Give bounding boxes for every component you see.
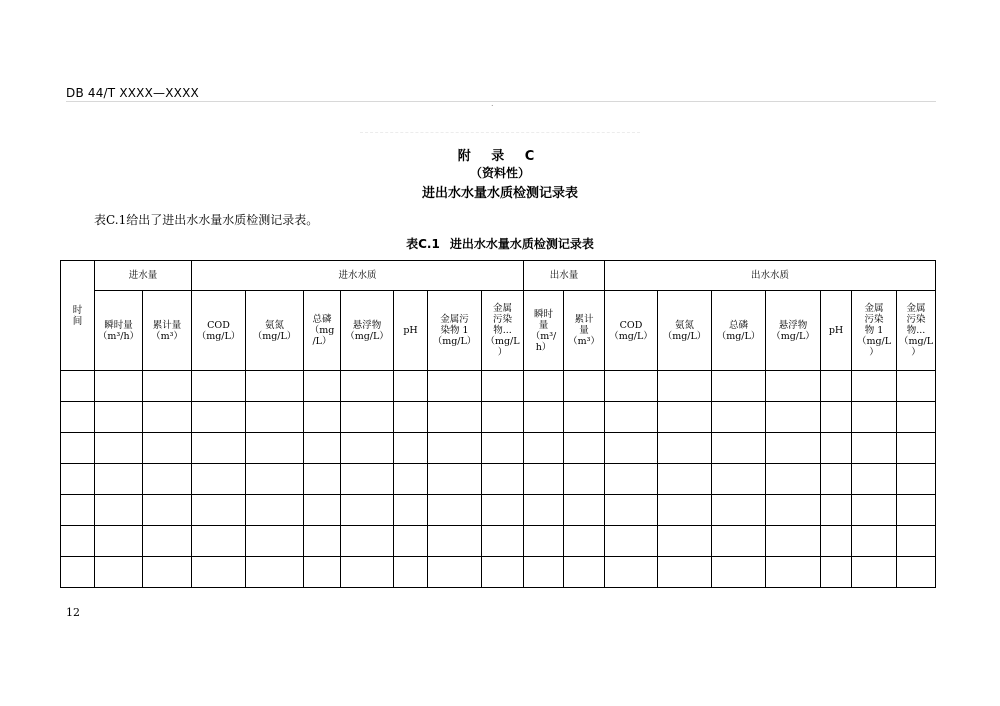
group-header-outflow-quality: 出水水质: [605, 261, 936, 291]
column-header: 累计 量 （m³）: [564, 291, 605, 371]
table-cell[interactable]: [143, 495, 192, 526]
table-cell[interactable]: [143, 464, 192, 495]
table-cell[interactable]: [766, 402, 821, 433]
table-cell[interactable]: [61, 402, 95, 433]
table-cell[interactable]: [712, 557, 766, 588]
table-cell[interactable]: [658, 526, 712, 557]
table-cell[interactable]: [766, 495, 821, 526]
table-cell[interactable]: [564, 464, 605, 495]
table-cell[interactable]: [605, 402, 658, 433]
table-cell[interactable]: [394, 464, 428, 495]
table-cell[interactable]: [482, 495, 524, 526]
table-cell[interactable]: [852, 495, 897, 526]
table-cell[interactable]: [428, 495, 482, 526]
table-cell[interactable]: [524, 433, 564, 464]
table-cell[interactable]: [246, 557, 304, 588]
table-cell[interactable]: [304, 402, 341, 433]
table-cell[interactable]: [246, 433, 304, 464]
table-cell[interactable]: [821, 495, 852, 526]
table-cell[interactable]: [766, 557, 821, 588]
table-cell[interactable]: [712, 402, 766, 433]
table-cell[interactable]: [482, 526, 524, 557]
table-cell[interactable]: [192, 495, 246, 526]
table-cell[interactable]: [564, 371, 605, 402]
appendix-name: 进出水水量水质检测记录表: [421, 186, 578, 201]
table-cell[interactable]: [192, 371, 246, 402]
table-cell[interactable]: [821, 402, 852, 433]
intro-paragraph: 表C.1给出了进出水水量水质检测记录表。: [94, 213, 319, 227]
table-cell[interactable]: [394, 371, 428, 402]
table-cell[interactable]: [304, 371, 341, 402]
table-cell[interactable]: [341, 557, 394, 588]
table-cell[interactable]: [524, 495, 564, 526]
table-cell[interactable]: [821, 526, 852, 557]
table-cell[interactable]: [766, 433, 821, 464]
table-cell[interactable]: [821, 464, 852, 495]
table-cell[interactable]: [428, 526, 482, 557]
table-cell[interactable]: [564, 526, 605, 557]
table-cell[interactable]: [605, 433, 658, 464]
table-cell[interactable]: [605, 495, 658, 526]
table-caption-title: 进出水水量水质检测记录表: [449, 237, 594, 251]
table-cell[interactable]: [61, 464, 95, 495]
table-cell[interactable]: [658, 402, 712, 433]
table-cell[interactable]: [428, 433, 482, 464]
table-cell[interactable]: [821, 371, 852, 402]
table-cell[interactable]: [246, 526, 304, 557]
table-cell[interactable]: [143, 433, 192, 464]
table-cell[interactable]: [341, 495, 394, 526]
table-cell[interactable]: [658, 464, 712, 495]
column-header: COD （mg/L）: [192, 291, 246, 371]
table-cell[interactable]: [143, 526, 192, 557]
table-row: [61, 464, 936, 495]
column-header: 金属 污染 物... （mg/L ）: [482, 291, 524, 371]
table-cell[interactable]: [897, 557, 936, 588]
table-cell[interactable]: [304, 464, 341, 495]
document-code: DB 44/T XXXX—XXXX: [66, 86, 199, 100]
table-cell[interactable]: [482, 371, 524, 402]
table-row: [61, 433, 936, 464]
table-cell[interactable]: [394, 557, 428, 588]
table-cell[interactable]: [246, 464, 304, 495]
table-row: [61, 526, 936, 557]
table-cell[interactable]: [897, 402, 936, 433]
table-cell[interactable]: [192, 402, 246, 433]
table-cell[interactable]: [605, 526, 658, 557]
table-cell[interactable]: [246, 495, 304, 526]
column-header: 悬浮物 （mg/L）: [766, 291, 821, 371]
table-cell[interactable]: [143, 402, 192, 433]
table-cell[interactable]: [341, 433, 394, 464]
table-cell[interactable]: [852, 433, 897, 464]
table-cell[interactable]: [658, 495, 712, 526]
table-cell[interactable]: [852, 557, 897, 588]
table-cell[interactable]: [304, 526, 341, 557]
table-cell[interactable]: [341, 402, 394, 433]
group-header-outflow-volume: 出水量: [524, 261, 605, 291]
table-cell[interactable]: [95, 495, 143, 526]
table-cell[interactable]: [341, 371, 394, 402]
table-cell[interactable]: [658, 557, 712, 588]
table-cell[interactable]: [852, 371, 897, 402]
column-header: COD （mg/L）: [605, 291, 658, 371]
column-header: 瞬时量 （m³/h）: [95, 291, 143, 371]
table-cell[interactable]: [482, 464, 524, 495]
appendix-nature: （资料性）: [469, 166, 530, 180]
table-cell[interactable]: [304, 557, 341, 588]
time-header: 时 间: [61, 261, 95, 371]
column-header: 瞬时 量 （m³/ h）: [524, 291, 564, 371]
table-cell[interactable]: [61, 495, 95, 526]
table-row: [61, 371, 936, 402]
column-header: 金属污 染物 1 （mg/L）: [428, 291, 482, 371]
table-cell[interactable]: [766, 526, 821, 557]
table-cell[interactable]: [192, 464, 246, 495]
page-number: 12: [66, 606, 80, 619]
appendix-title: 附 录 C: [457, 149, 543, 164]
column-header: 金属 污染 物 1 （mg/L ）: [852, 291, 897, 371]
table-cell[interactable]: [394, 433, 428, 464]
table-cell[interactable]: [192, 557, 246, 588]
table-cell[interactable]: [95, 557, 143, 588]
table-cell[interactable]: [95, 464, 143, 495]
table-cell[interactable]: [61, 526, 95, 557]
table-cell[interactable]: [246, 402, 304, 433]
table-cell[interactable]: [852, 526, 897, 557]
table-cell[interactable]: [897, 433, 936, 464]
group-header-inflow-volume: 进水量: [95, 261, 192, 291]
table-cell[interactable]: [341, 464, 394, 495]
table-cell[interactable]: [897, 526, 936, 557]
table-cell[interactable]: [143, 557, 192, 588]
table-cell[interactable]: [341, 526, 394, 557]
table-cell[interactable]: [304, 495, 341, 526]
table-cell[interactable]: [564, 433, 605, 464]
table-row: [61, 402, 936, 433]
table-cell[interactable]: [192, 526, 246, 557]
table-cell[interactable]: [524, 371, 564, 402]
table-row: [61, 557, 936, 588]
table-cell[interactable]: [143, 371, 192, 402]
table-cell[interactable]: [712, 433, 766, 464]
table-cell[interactable]: [304, 433, 341, 464]
table-cell[interactable]: [95, 526, 143, 557]
table-cell[interactable]: [524, 464, 564, 495]
table-cell[interactable]: [192, 433, 246, 464]
table-cell[interactable]: [61, 557, 95, 588]
column-header: 总磷 （mg /L）: [304, 291, 341, 371]
table-cell[interactable]: [482, 433, 524, 464]
table-cell[interactable]: [658, 371, 712, 402]
table-caption-number: 表C.1: [406, 237, 440, 251]
table-cell[interactable]: [712, 495, 766, 526]
table-cell[interactable]: [428, 402, 482, 433]
table-cell[interactable]: [564, 557, 605, 588]
faint-divider: [360, 132, 640, 133]
header-dot: .: [491, 99, 494, 108]
column-header: 累计量 （m³）: [143, 291, 192, 371]
table-cell[interactable]: [897, 495, 936, 526]
table-cell[interactable]: [394, 402, 428, 433]
table-cell[interactable]: [482, 557, 524, 588]
table-cell[interactable]: [605, 371, 658, 402]
table-cell[interactable]: [852, 402, 897, 433]
column-header: 氨氮 （mg/L）: [246, 291, 304, 371]
table-cell[interactable]: [61, 433, 95, 464]
column-header: 总磷 （mg/L）: [712, 291, 766, 371]
table-cell[interactable]: [524, 402, 564, 433]
table-cell[interactable]: [852, 464, 897, 495]
table-cell[interactable]: [766, 464, 821, 495]
table-cell[interactable]: [61, 371, 95, 402]
header-divider: [66, 101, 936, 102]
table-cell[interactable]: [524, 526, 564, 557]
table-cell[interactable]: [897, 371, 936, 402]
table-cell[interactable]: [605, 557, 658, 588]
table-cell[interactable]: [95, 371, 143, 402]
column-header: pH: [821, 291, 852, 371]
record-table: [60, 260, 936, 588]
table-cell[interactable]: [712, 526, 766, 557]
table-cell[interactable]: [658, 433, 712, 464]
table-cell[interactable]: [712, 464, 766, 495]
table-cell[interactable]: [605, 464, 658, 495]
table-cell[interactable]: [428, 557, 482, 588]
table-cell[interactable]: [95, 402, 143, 433]
table-caption: [0, 235, 1000, 252]
table-row: [61, 495, 936, 526]
table-cell[interactable]: [712, 371, 766, 402]
table-cell[interactable]: [821, 433, 852, 464]
table-cell[interactable]: [564, 495, 605, 526]
table-cell[interactable]: [394, 495, 428, 526]
column-header: 金属 污染 物... （mg/L ）: [897, 291, 936, 371]
table-cell[interactable]: [766, 371, 821, 402]
table-cell[interactable]: [428, 464, 482, 495]
table-cell[interactable]: [246, 371, 304, 402]
table-cell[interactable]: [394, 526, 428, 557]
table-cell[interactable]: [897, 464, 936, 495]
table-cell[interactable]: [821, 557, 852, 588]
column-header: 悬浮物 （mg/L）: [341, 291, 394, 371]
column-header: pH: [394, 291, 428, 371]
table-cell[interactable]: [428, 371, 482, 402]
table-cell[interactable]: [95, 433, 143, 464]
table-cell[interactable]: [564, 402, 605, 433]
group-header-inflow-quality: 进水水质: [192, 261, 524, 291]
table-cell[interactable]: [482, 402, 524, 433]
table-cell[interactable]: [524, 557, 564, 588]
column-header: 氨氮 （mg/L）: [658, 291, 712, 371]
